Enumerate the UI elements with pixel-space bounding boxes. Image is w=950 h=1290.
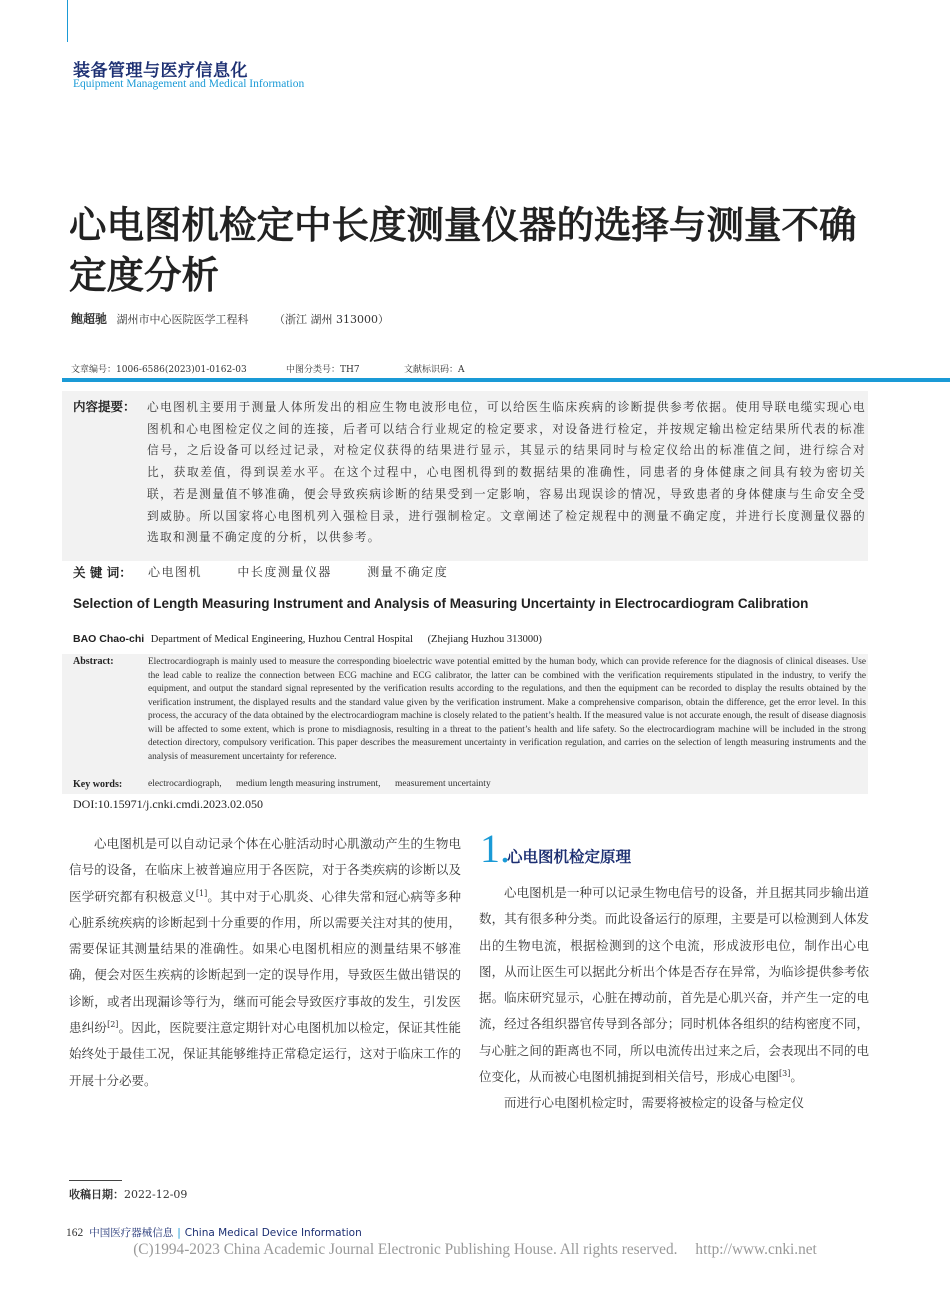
received-date [69, 1186, 187, 1202]
article-title: 心电图机检定中长度测量仪器的选择与测量不确定度分析 [69, 203, 857, 297]
keywords-en [148, 779, 503, 789]
english-author-name: BAO Chao-chi [73, 633, 145, 645]
author-location: （浙江 湖州 313000） [274, 313, 389, 326]
copyright-text: (C)1994-2023 China Academic Journal Electronic Publishing House. All rights reserved. [133, 1241, 678, 1258]
section-title-en: Equipment Management and Medical Information [73, 78, 305, 90]
page-footer [66, 1225, 362, 1240]
journal-name-cn: 中国医疗器械信息 [89, 1227, 174, 1239]
document-code: 文献标识码：A [404, 365, 465, 375]
section-title-cn: 装备管理与医疗信息化 [73, 61, 248, 81]
abstract-cn-text: 心电图机主要用于测量人体所发出的相应生物电波形电位，可以给医生临床疾病的诊断提供参考依据。使用导联电缆实现心电图机和心电图检定仪之间的连接，后者可以结合行业规定的检定要求，对设备进行检定，并按规定输出检定结果所代表的标准信号，之后设备可以经过记录，对检定仪获得的结果进行显示，其显示的结果同时与检定仪给出的标准值之间，进行综合对比，获取差值，得到误差水平。在这个过程中，心电图机得到的数据结果的准确性，同患者的身体健康之间具有较为密切关联，若是测量值不够准确，便会导致疾病诊断的结果受到一定影响，容易出现误诊的情况，导致患者的身体健康与生命安全受到威胁。所以国家将心电图机列入强检目录，进行强制检定。文章阐述了检定规程中的测量不确定度，并进行长度测量仪器的选取和测量不确定度的分析，以供参考。 [147, 400, 866, 545]
abstract-en-text: Electrocardiograph is mainly used to measure the corresponding bioelectric wave potential emitted by the human body, which can provide reference for the diagnosis of clinical diseases. Use the lead cable to realize the connection between ECG machine and ECG calibrator, the latter can be combined with the verification requirements stipulated in the industry, to verify the equipment, and output the standard signal represented by the verification results according to the regulations, and then the equipment can be recorded to display the results obtained by the verification instrument, the displayed results and the standard value given by the verification instrument. Make a comprehensive comparison, obtain the difference, get the error level. In this process, the accuracy of the data obtained by the electrocardiogram machine is closely related to the patient’s health. If the measured value is not accurate enough, the result of disease diagnosis will be affected to some extent, which is prone to misdiagnosis, resulting in a threat to the patient’s health and life safety. So the electrocardiogram machine will be included in the strong detection directory, compulsory verification. This paper describes the measurement uncertainty in verification regulation, and carries on the selection of length measuring instruments and the analysis of measurement uncertainty for reference. [148, 657, 866, 762]
class-number: 中图分类号：TH7 [286, 365, 360, 375]
doi: DOI:10.15971/j.cnki.cmdi.2023.02.050 [73, 797, 263, 811]
citation-ref[interactable]: [2] [107, 1019, 119, 1029]
cnki-link[interactable]: http://www.cnki.net [695, 1241, 817, 1258]
keyword-en: medium length measuring instrument, [235, 779, 381, 789]
copyright-watermark [0, 1241, 950, 1259]
body-column-left [69, 831, 461, 1094]
body-paragraph: 而进行心电图机检定时，需要将被检定的设备与检定仪 [504, 1095, 805, 1111]
english-location: (Zhejiang Huzhou 313000) [427, 634, 542, 645]
keyword-cn: 中长度测量仪器 [237, 565, 332, 579]
english-title: Selection of Length Measuring Instrument and Analysis of Measuring Uncertainty in Electrocardiogram Calibration [73, 596, 809, 611]
received-label: 收稿日期： [69, 1188, 124, 1201]
body-paragraph: 心电图机是一种可以记录生物电信号的设备，并且据其同步输出道数，其有很多种分类。而此设备运行的原理，主要是可以检测到人体发出的生物电流，根据检测到的这个电流，形成波形电位，制作出心电图，从而让医生可以据此分析出个体是否存在异常，为临诊提供参考依据。临床研究显示，心脏在搏动前，首先是心肌兴奋，并产生一定的电流，经过各组织器官传导到各部分；同时机体各组织的结构密度不同，与心脏之间的距离也不同，所以电流传出过来之后，会表现出不同的电位变化，从而被心电图机捕捉到相关信号，形成心电图[3]。 [479, 885, 869, 1085]
keywords-cn-label: 关 键 词： [73, 565, 132, 580]
abstract-cn-label: 内容提要： [73, 399, 136, 414]
keywords-cn [148, 563, 478, 580]
page-number: 162 [66, 1227, 84, 1239]
keyword-cn: 心电图机 [148, 565, 203, 579]
section-number: 1. [480, 826, 510, 871]
journal-name-en: China Medical Device Information [184, 1227, 362, 1239]
abstract-en-label: Abstract: [73, 656, 114, 667]
author-name: 鲍超驰 [71, 312, 108, 326]
keyword-en: electrocardiograph, [148, 779, 222, 789]
citation-ref[interactable]: [3] [779, 1068, 791, 1078]
keywords-en-label: Key words: [73, 779, 123, 790]
body-paragraph: 心电图机是可以自动记录个体在心脏活动时心肌激动产生的生物电信号的设备，在临床上被普遍应用于各医院，对于各类疾病的诊断以及医学研究都有积极意义[1]。其中对于心肌炎、心律失常和冠心病等多种心脏系统疾病的诊断起到十分重要的作用，所以需要关注对其的使用，需要保证其测量结果的准确性。如果心电图机相应的测量结果不够准确，便会对医生疾病的诊断起到一定的误导作用，导致医生做出错误的诊断，或者出现漏诊等行为，继而可能会导致医疗事故的发生，引发医患纠纷[2]。因此，医院要注意定期针对心电图机加以检定，保证其性能始终处于最佳工况，保证其能够维持正常稳定运行，这对于临床工作的开展十分必要。 [69, 836, 461, 1088]
english-author-line [73, 633, 542, 645]
author-affiliation: 湖州市中心医院医学工程科 [116, 313, 249, 326]
footer-separator: | [177, 1227, 181, 1239]
footnote-rule [69, 1180, 122, 1181]
divider-bar [62, 378, 950, 382]
author-line [71, 310, 389, 327]
keyword-en: measurement uncertainty [394, 779, 491, 789]
keyword-cn: 测量不确定度 [367, 565, 449, 579]
body-column-right [479, 880, 869, 1117]
article-number: 文章编号：1006-6586(2023)01-0162-03 [71, 365, 247, 375]
section-heading: 心电图机检定原理 [507, 848, 632, 866]
header-accent-line [67, 0, 68, 42]
citation-ref[interactable]: [1] [195, 888, 208, 898]
received-value: 2022-12-09 [124, 1188, 188, 1201]
english-affiliation: Department of Medical Engineering, Huzhou Central Hospital [150, 634, 413, 645]
